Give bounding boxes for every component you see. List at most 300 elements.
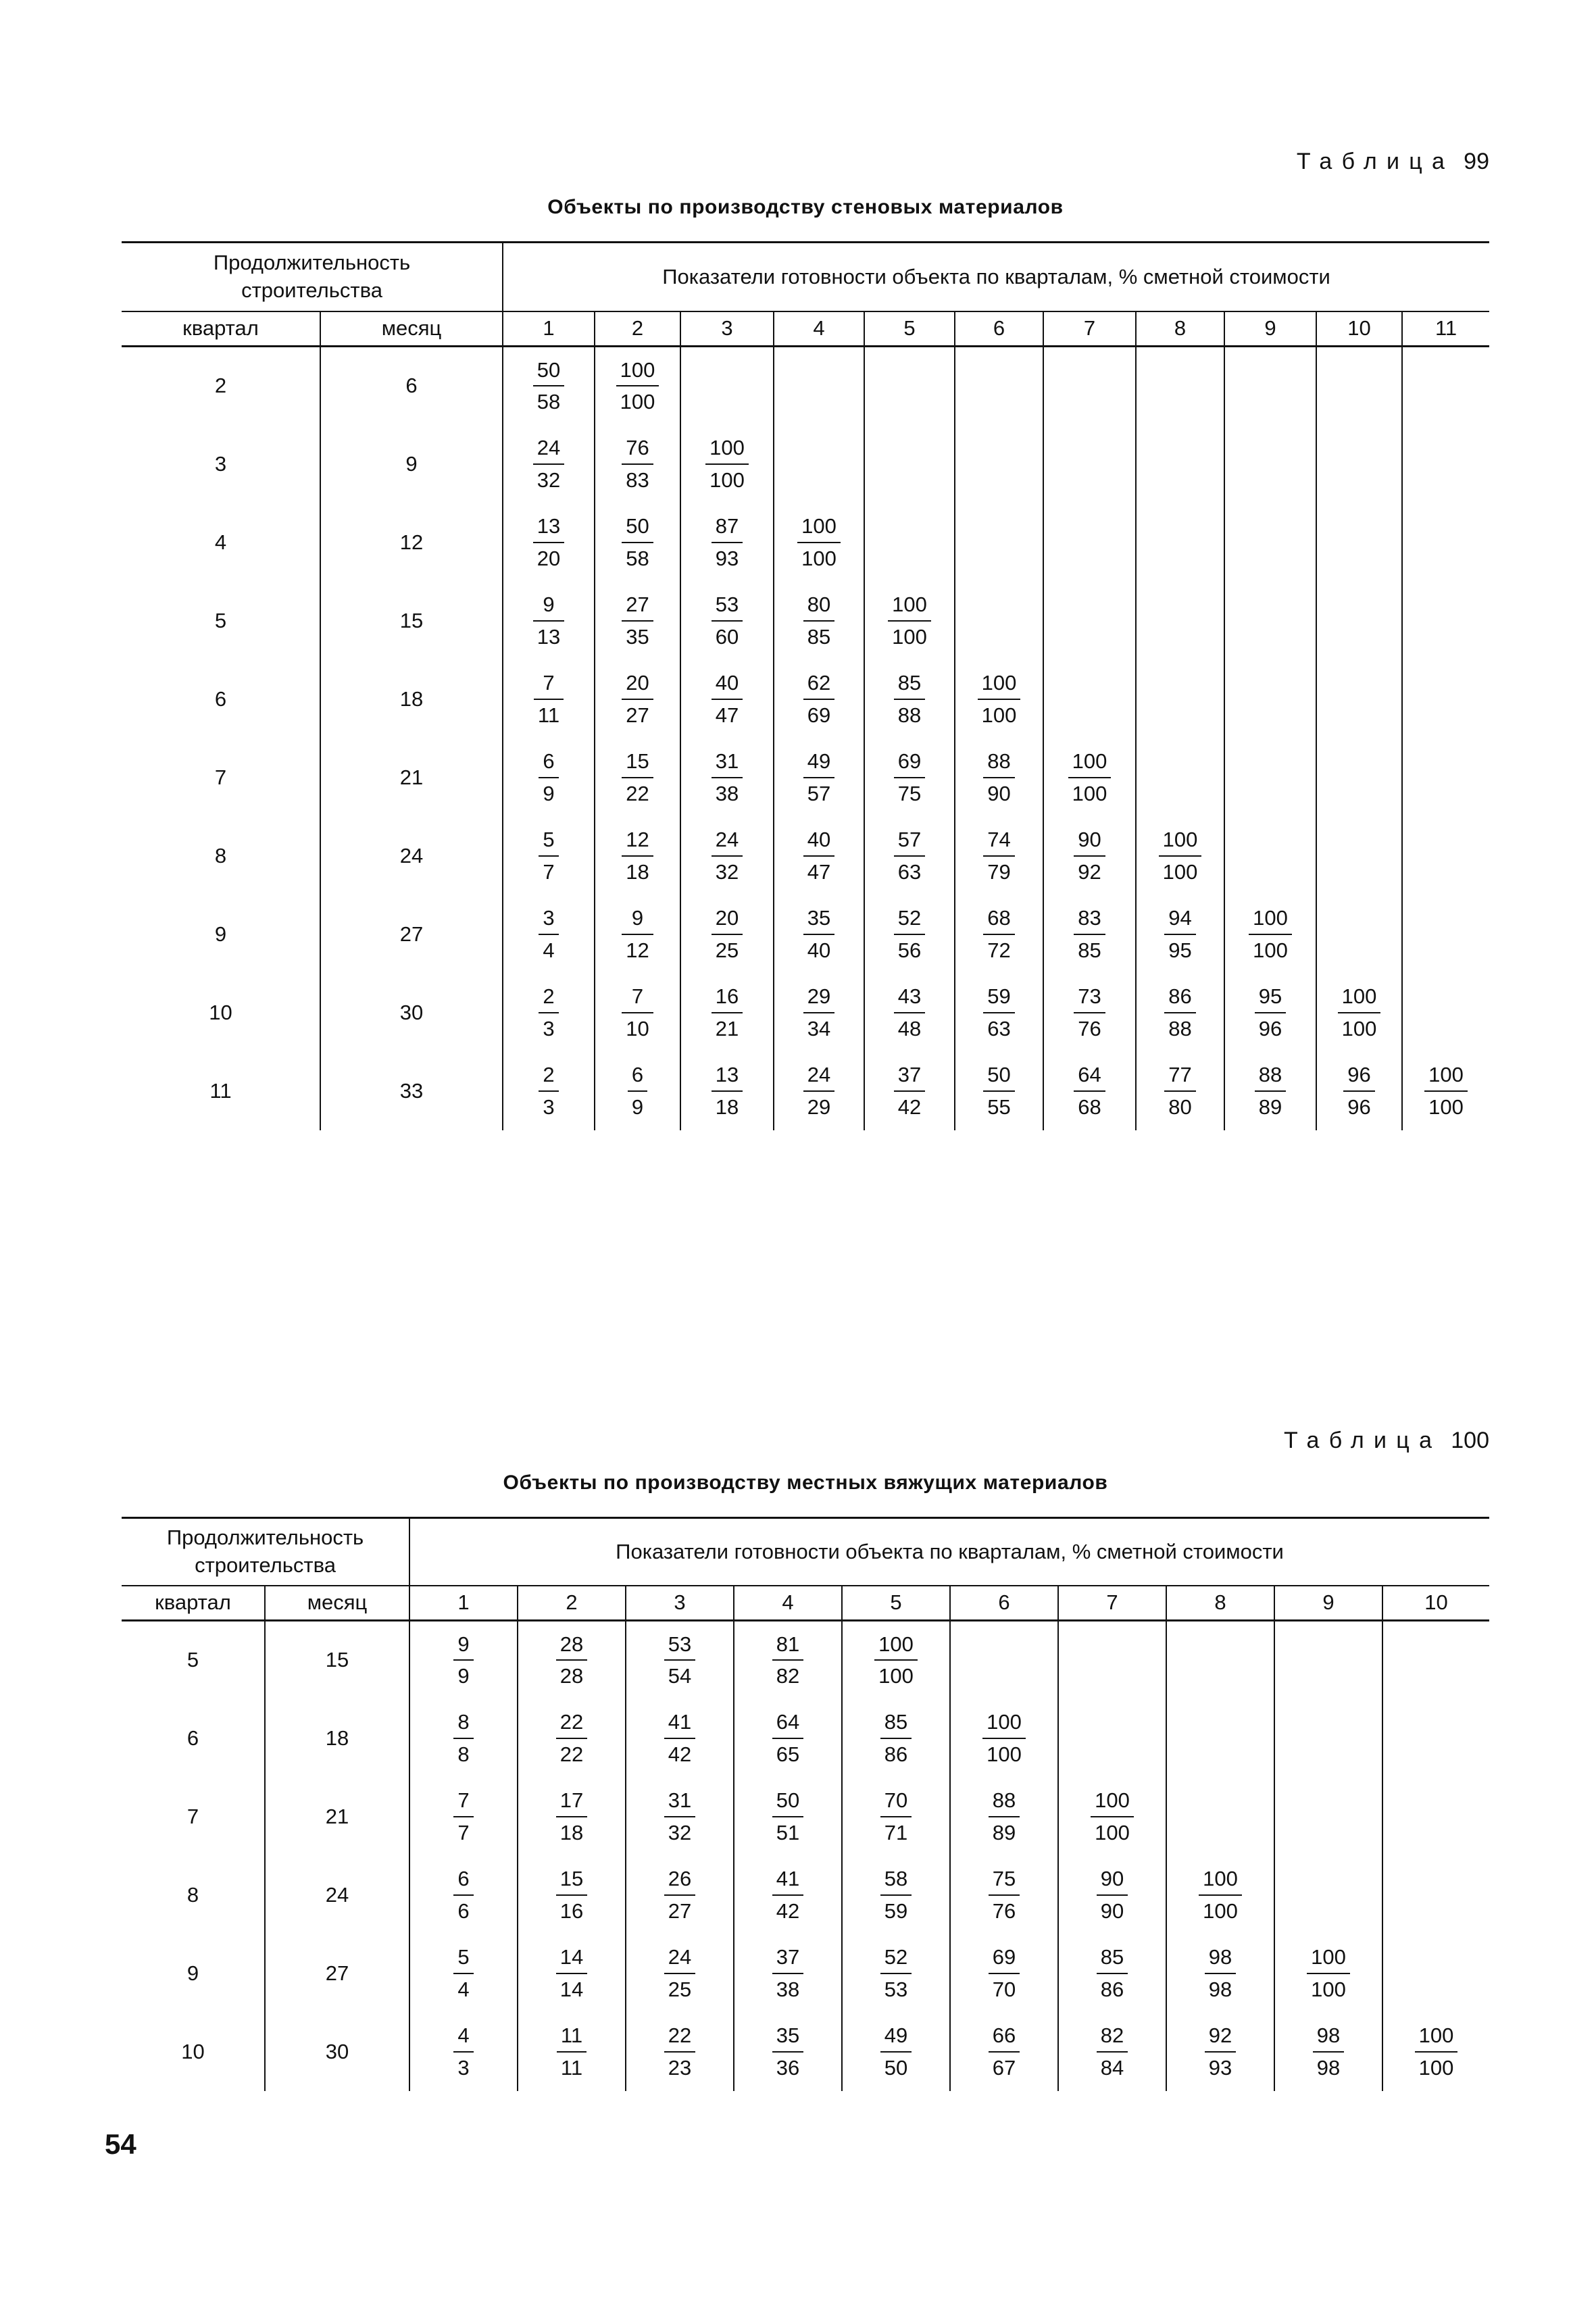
- value-cell: [409, 1856, 518, 1934]
- month-cell: 18: [320, 660, 503, 738]
- fraction-value: [616, 357, 659, 414]
- column-header: 5: [864, 311, 955, 347]
- quarter-header: квартал: [122, 1586, 265, 1621]
- value-cell: [734, 1778, 842, 1856]
- value-cell: [1402, 1052, 1489, 1130]
- denominator: 6: [457, 1898, 470, 1923]
- denominator: 82: [776, 1664, 800, 1688]
- fraction-value: [894, 827, 925, 884]
- fraction-value: [1074, 1062, 1105, 1119]
- numerator: 90: [1074, 827, 1105, 856]
- column-header: 9: [1274, 1586, 1382, 1621]
- value-cell: [595, 425, 680, 503]
- value-cell: [1224, 974, 1316, 1052]
- denominator: 69: [807, 703, 831, 727]
- value-cell: [864, 425, 955, 503]
- numerator: 35: [803, 905, 834, 934]
- numerator: 6: [628, 1062, 647, 1091]
- fraction-value: [989, 1944, 1020, 2001]
- numerator: 85: [894, 670, 925, 699]
- column-header: 2: [595, 311, 680, 347]
- numerator: 7: [534, 670, 564, 699]
- fraction-value: [539, 749, 558, 805]
- denominator: 86: [1100, 1977, 1124, 2001]
- column-header: 10: [1382, 1586, 1489, 1621]
- column-header: 4: [774, 311, 864, 347]
- fraction-value: [712, 670, 743, 727]
- value-cell: [1316, 425, 1402, 503]
- value-cell: [1043, 895, 1136, 974]
- value-cell: [1166, 1934, 1274, 2013]
- numerator: 85: [1097, 1944, 1128, 1973]
- denominator: 11: [560, 2055, 583, 2080]
- denominator: 21: [715, 1016, 739, 1040]
- numerator: 69: [989, 1944, 1020, 1973]
- value-cell: [864, 1052, 955, 1130]
- numerator: 100: [1068, 749, 1112, 778]
- denominator: 25: [715, 938, 739, 962]
- value-cell: [774, 738, 864, 817]
- value-cell: [680, 817, 774, 895]
- fraction-value: [978, 670, 1021, 727]
- fraction-value: [803, 905, 834, 962]
- fraction-value: [622, 513, 653, 570]
- numerator: 20: [622, 670, 653, 699]
- numerator: 88: [989, 1788, 1020, 1817]
- value-cell: [1316, 1052, 1402, 1130]
- duration-header: Продолжительность строительства: [122, 243, 503, 311]
- quarter-cell: 6: [186, 1726, 199, 1750]
- fraction-value: [453, 1632, 473, 1688]
- fraction-value: [622, 749, 653, 805]
- fraction-value: [772, 1788, 803, 1844]
- numerator: 100: [1091, 1788, 1134, 1817]
- value-cell: [1058, 1621, 1166, 1699]
- denominator: 67: [992, 2055, 1016, 2080]
- numerator: 37: [894, 1062, 925, 1091]
- fraction-value: [622, 827, 653, 884]
- value-cell: [1316, 503, 1402, 582]
- fraction-value: [556, 1788, 587, 1844]
- table-row: [122, 2013, 1489, 2091]
- value-cell: [626, 1621, 734, 1699]
- value-cell: [1136, 503, 1224, 582]
- value-cell: [518, 1621, 626, 1699]
- value-cell: [1382, 1778, 1489, 1856]
- fraction-value: [1255, 984, 1286, 1040]
- value-cell: [1136, 347, 1224, 425]
- column-header: 8: [1166, 1586, 1274, 1621]
- value-cell: [842, 1778, 950, 1856]
- column-header: 7: [1058, 1586, 1166, 1621]
- numerator: 66: [989, 2023, 1020, 2052]
- fraction-value: [803, 827, 834, 884]
- value-cell: [955, 582, 1043, 660]
- fraction-value: [803, 1062, 834, 1119]
- numerator: 24: [712, 827, 743, 856]
- value-cell: [1224, 582, 1316, 660]
- value-cell: [1274, 1621, 1382, 1699]
- value-cell: [518, 1856, 626, 1934]
- quarter-cell: 3: [214, 451, 227, 476]
- value-cell: [1316, 660, 1402, 738]
- denominator: 34: [807, 1016, 831, 1040]
- fraction-value: [894, 984, 925, 1040]
- value-cell: [1382, 1934, 1489, 2013]
- fraction-value: [453, 1944, 473, 2001]
- denominator: 100: [709, 468, 745, 492]
- fraction-value: [539, 827, 558, 884]
- fraction-value: [1307, 1944, 1350, 2001]
- denominator: 88: [897, 703, 922, 727]
- numerator: 64: [772, 1709, 803, 1738]
- value-cell: [680, 425, 774, 503]
- fraction-value: [1097, 1944, 1128, 2001]
- fraction-value: [803, 984, 834, 1040]
- denominator: 28: [559, 1664, 584, 1688]
- table-number: 99: [1464, 149, 1489, 174]
- quarter-cell: 4: [214, 530, 227, 554]
- denominator: 86: [884, 1742, 908, 1766]
- fraction-value: [983, 827, 1014, 884]
- value-cell: [626, 1856, 734, 1934]
- numerator: 12: [622, 827, 653, 856]
- value-cell: [842, 1934, 950, 2013]
- fraction-value: [628, 1062, 647, 1119]
- denominator: 3: [543, 1016, 555, 1040]
- denominator: 100: [1428, 1095, 1464, 1119]
- denominator: 9: [457, 1664, 470, 1688]
- denominator: 100: [1203, 1898, 1238, 1923]
- value-cell: [1136, 974, 1224, 1052]
- value-cell: [1043, 1052, 1136, 1130]
- value-cell: [1316, 895, 1402, 974]
- fraction-value: [888, 592, 931, 649]
- value-cell: [1382, 2013, 1489, 2091]
- numerator: 13: [712, 1062, 743, 1091]
- numerator: 70: [880, 1788, 912, 1817]
- value-cell: [1274, 1934, 1382, 2013]
- numerator: 7: [622, 984, 653, 1013]
- numerator: 85: [880, 1709, 912, 1738]
- column-header: 1: [503, 311, 595, 347]
- fraction-value: [983, 1062, 1014, 1119]
- numerator: 87: [712, 513, 743, 543]
- value-cell: [1136, 895, 1224, 974]
- fraction-value: [664, 1866, 695, 1923]
- numerator: 100: [1338, 984, 1381, 1013]
- denominator: 79: [987, 859, 1011, 884]
- value-cell: [1402, 895, 1489, 974]
- numerator: 17: [556, 1788, 587, 1817]
- month-cell: 9: [320, 425, 503, 503]
- denominator: 60: [715, 624, 739, 649]
- numerator: 100: [874, 1632, 918, 1661]
- fraction-value: [982, 1709, 1026, 1766]
- value-cell: [595, 347, 680, 425]
- numerator: 98: [1313, 2023, 1344, 2052]
- quarter-cell: 8: [214, 843, 227, 867]
- denominator: 47: [807, 859, 831, 884]
- fraction-value: [894, 670, 925, 727]
- numerator: 77: [1164, 1062, 1195, 1091]
- table-row: [122, 738, 1489, 817]
- numerator: 40: [712, 670, 743, 699]
- numerator: 49: [880, 2023, 912, 2052]
- numerator: 7: [453, 1788, 473, 1817]
- denominator: 51: [776, 1820, 800, 1844]
- fraction-value: [1164, 905, 1195, 962]
- denominator: 100: [1311, 1977, 1346, 2001]
- fraction-value: [712, 905, 743, 962]
- denominator: 57: [807, 781, 831, 805]
- value-cell: [1043, 582, 1136, 660]
- quarter-cell: 10: [181, 2039, 205, 2063]
- month-header: месяц: [320, 311, 503, 347]
- denominator: 56: [897, 938, 922, 962]
- fraction-value: [1424, 1062, 1468, 1119]
- denominator: 40: [807, 938, 831, 962]
- fraction-value: [1091, 1788, 1134, 1844]
- value-cell: [774, 1052, 864, 1130]
- value-cell: [734, 1934, 842, 2013]
- indicators-header: Показатели готовности объекта по кварталам, % сметной стоимости: [503, 243, 1489, 311]
- denominator: 50: [884, 2055, 908, 2080]
- numerator: 50: [772, 1788, 803, 1817]
- value-cell: [1382, 1621, 1489, 1699]
- value-cell: [1402, 974, 1489, 1052]
- quarter-cell: 6: [214, 686, 227, 711]
- denominator: 89: [992, 1820, 1016, 1844]
- numerator: 24: [533, 435, 564, 464]
- denominator: 53: [884, 1977, 908, 2001]
- denominator: 12: [626, 938, 649, 962]
- value-cell: [955, 425, 1043, 503]
- fraction-value: [557, 2023, 587, 2080]
- column-header: 10: [1316, 311, 1402, 347]
- column-header: 5: [842, 1586, 950, 1621]
- numerator: 90: [1097, 1866, 1128, 1895]
- table-row: [122, 660, 1489, 738]
- denominator: 100: [878, 1664, 914, 1688]
- numerator: 24: [664, 1944, 695, 1973]
- value-cell: [1166, 1621, 1274, 1699]
- denominator: 100: [981, 703, 1017, 727]
- fraction-value: [880, 1709, 912, 1766]
- value-cell: [680, 1052, 774, 1130]
- fraction-value: [983, 905, 1014, 962]
- fraction-value: [1338, 984, 1381, 1040]
- value-cell: [955, 974, 1043, 1052]
- fraction-value: [1068, 749, 1112, 805]
- value-cell: [1136, 1052, 1224, 1130]
- value-cell: [503, 347, 595, 425]
- column-header: 8: [1136, 311, 1224, 347]
- fraction-value: [1074, 905, 1105, 962]
- denominator: 23: [668, 2055, 692, 2080]
- fraction-value: [1205, 2023, 1236, 2080]
- value-cell: [1166, 2013, 1274, 2091]
- denominator: 3: [543, 1095, 555, 1119]
- value-cell: [1316, 738, 1402, 817]
- value-cell: [626, 1778, 734, 1856]
- value-cell: [409, 1621, 518, 1699]
- denominator: 100: [801, 546, 837, 570]
- month-cell: 18: [265, 1699, 409, 1778]
- value-cell: [864, 660, 955, 738]
- month-header: месяц: [265, 1586, 409, 1621]
- value-cell: [1224, 1052, 1316, 1130]
- column-header: 6: [955, 311, 1043, 347]
- denominator: 76: [992, 1898, 1016, 1923]
- denominator: 7: [457, 1820, 470, 1844]
- fraction-value: [803, 670, 834, 727]
- numerator: 69: [894, 749, 925, 778]
- numerator: 68: [983, 905, 1014, 934]
- value-cell: [1274, 2013, 1382, 2091]
- fraction-value: [989, 1788, 1020, 1844]
- fraction-value: [533, 435, 564, 492]
- value-cell: [1402, 582, 1489, 660]
- numerator: 64: [1074, 1062, 1105, 1091]
- value-cell: [1224, 895, 1316, 974]
- value-cell: [774, 425, 864, 503]
- fraction-value: [880, 1788, 912, 1844]
- month-cell: 15: [320, 582, 503, 660]
- denominator: 10: [626, 1016, 649, 1040]
- value-cell: [626, 2013, 734, 2091]
- denominator: 13: [537, 624, 561, 649]
- data-table-100: [122, 1517, 1489, 2091]
- denominator: 93: [1208, 2055, 1232, 2080]
- value-cell: [864, 974, 955, 1052]
- numerator: 24: [803, 1062, 834, 1091]
- column-header: 4: [734, 1586, 842, 1621]
- denominator: 100: [1341, 1016, 1377, 1040]
- denominator: 9: [543, 781, 555, 805]
- denominator: 100: [1162, 859, 1198, 884]
- fraction-value: [983, 984, 1014, 1040]
- fraction-value: [556, 1866, 587, 1923]
- numerator: 80: [803, 592, 834, 621]
- numerator: 50: [983, 1062, 1014, 1091]
- denominator: 22: [626, 781, 649, 805]
- value-cell: [1058, 1778, 1166, 1856]
- month-cell: 12: [320, 503, 503, 582]
- fraction-value: [880, 2023, 912, 2080]
- value-cell: [774, 347, 864, 425]
- numerator: 52: [880, 1944, 912, 1973]
- value-cell: [503, 738, 595, 817]
- numerator: 9: [533, 592, 564, 621]
- value-cell: [1136, 582, 1224, 660]
- fraction-value: [1343, 1062, 1374, 1119]
- value-cell: [955, 895, 1043, 974]
- column-header: 3: [626, 1586, 734, 1621]
- value-cell: [1166, 1699, 1274, 1778]
- value-cell: [1274, 1856, 1382, 1934]
- denominator: 96: [1347, 1095, 1371, 1119]
- denominator: 68: [1078, 1095, 1101, 1119]
- fraction-value: [1097, 1866, 1128, 1923]
- numerator: 100: [1199, 1866, 1242, 1895]
- fraction-value: [622, 984, 653, 1040]
- value-cell: [680, 582, 774, 660]
- value-cell: [1224, 425, 1316, 503]
- numerator: 73: [1074, 984, 1105, 1013]
- quarter-cell: 9: [214, 922, 227, 946]
- quarter-cell: 7: [186, 1804, 199, 1828]
- value-cell: [955, 503, 1043, 582]
- numerator: 6: [539, 749, 558, 778]
- numerator: 29: [803, 984, 834, 1013]
- fraction-value: [712, 592, 743, 649]
- month-cell: 24: [265, 1856, 409, 1934]
- value-cell: [955, 347, 1043, 425]
- fraction-value: [894, 1062, 925, 1119]
- denominator: 38: [715, 781, 739, 805]
- denominator: 89: [1258, 1095, 1282, 1119]
- quarter-cell: 10: [209, 1000, 232, 1024]
- value-cell: [503, 582, 595, 660]
- fraction-value: [1255, 1062, 1286, 1119]
- table-row: [122, 817, 1489, 895]
- fraction-value: [664, 1709, 695, 1766]
- denominator: 100: [987, 1742, 1022, 1766]
- month-cell: 15: [265, 1621, 409, 1699]
- denominator: 47: [715, 703, 739, 727]
- fraction-value: [1205, 1944, 1236, 2001]
- numerator: 94: [1164, 905, 1195, 934]
- numerator: 31: [712, 749, 743, 778]
- value-cell: [1224, 817, 1316, 895]
- value-cell: [734, 1621, 842, 1699]
- numerator: 53: [664, 1632, 695, 1661]
- numerator: 96: [1343, 1062, 1374, 1091]
- column-header: 2: [518, 1586, 626, 1621]
- value-cell: [1043, 738, 1136, 817]
- fraction-value: [664, 1788, 695, 1844]
- numerator: 58: [880, 1866, 912, 1895]
- numerator: 5: [539, 827, 558, 856]
- numerator: 5: [453, 1944, 473, 1973]
- fraction-value: [1074, 827, 1105, 884]
- value-cell: [950, 1621, 1058, 1699]
- fraction-value: [453, 1788, 473, 1844]
- fraction-value: [803, 592, 834, 649]
- fraction-value: [453, 1709, 473, 1766]
- numerator: 62: [803, 670, 834, 699]
- value-cell: [1224, 738, 1316, 817]
- fraction-value: [539, 1062, 558, 1119]
- value-cell: [1224, 503, 1316, 582]
- numerator: 76: [622, 435, 653, 464]
- denominator: 84: [1100, 2055, 1124, 2080]
- value-cell: [950, 1778, 1058, 1856]
- fraction-value: [1164, 984, 1195, 1040]
- denominator: 32: [715, 859, 739, 884]
- value-cell: [680, 895, 774, 974]
- numerator: 2: [539, 984, 558, 1013]
- table-label-word: Таблица: [1296, 149, 1455, 174]
- quarter-cell: 2: [214, 374, 227, 398]
- value-cell: [595, 738, 680, 817]
- table-row: [122, 503, 1489, 582]
- value-cell: [950, 2013, 1058, 2091]
- month-cell: 30: [265, 2013, 409, 2091]
- table-label: [1284, 1428, 1489, 1454]
- value-cell: [842, 2013, 950, 2091]
